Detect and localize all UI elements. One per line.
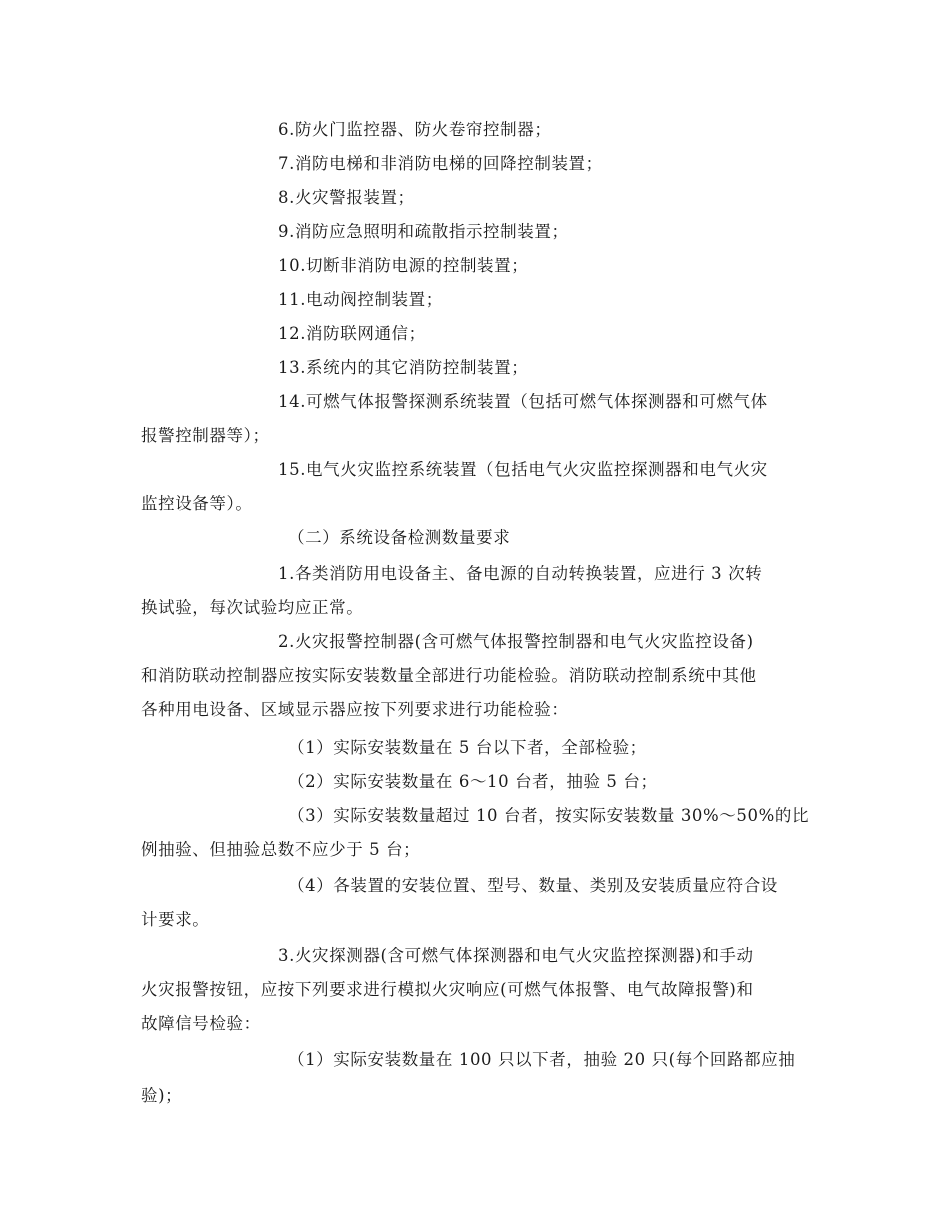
paragraph-line: 2.火灾报警控制器(含可燃气体报警控制器和电气火灾监控设备) bbox=[278, 632, 754, 651]
paragraph-line: 12.消防联网通信； bbox=[278, 324, 426, 343]
paragraph-line: 验)； bbox=[141, 1086, 183, 1105]
paragraph-line: 7.消防电梯和非消防电梯的回降控制装置； bbox=[278, 154, 603, 173]
paragraph-line: 监控设备等）。 bbox=[141, 494, 253, 513]
paragraph-line: （1）实际安装数量在 100 只以下者，抽验 20 只(每个回路都应抽 bbox=[288, 1050, 796, 1069]
paragraph-line: 8.火灾警报装置； bbox=[278, 188, 415, 207]
paragraph-line: 13.系统内的其它消防控制装置； bbox=[278, 358, 529, 377]
paragraph-line: 1.各类消防用电设备主、备电源的自动转换装置，应进行 3 次转 bbox=[278, 564, 763, 583]
paragraph-line: 和消防联动控制器应按实际安装数量全部进行功能检验。消防联动控制系统中其他 bbox=[141, 666, 757, 685]
paragraph-line: 换试验，每次试验均应正常。 bbox=[141, 598, 364, 617]
paragraph-line: 10.切断非消防电源的控制装置； bbox=[278, 256, 529, 275]
paragraph-line: 11.电动阀控制装置； bbox=[278, 290, 443, 309]
paragraph-line: 14.可燃气体报警探测系统装置（包括可燃气体探测器和可燃气体 bbox=[278, 392, 768, 411]
paragraph-line: （1）实际安装数量在 5 台以下者，全部检验； bbox=[288, 738, 647, 757]
paragraph-line: 火灾报警按钮，应按下列要求进行模拟火灾响应(可燃气体报警、电气故障报警)和 bbox=[141, 980, 754, 999]
paragraph-line: 例抽验、但抽验总数不应少于 5 台； bbox=[141, 840, 421, 859]
paragraph-line: 6.防火门监控器、防火卷帘控制器； bbox=[278, 120, 552, 139]
paragraph-line: （3）实际安装数量超过 10 台者，按实际安装数量 30%～50%的比 bbox=[288, 806, 810, 825]
section-heading: （二）系统设备检测数量要求 bbox=[288, 528, 511, 547]
paragraph-line: 各种用电设备、区域显示器应按下列要求进行功能检验： bbox=[141, 700, 569, 719]
paragraph-line: （2）实际安装数量在 6～10 台者，抽验 5 台； bbox=[288, 772, 658, 791]
paragraph-line: 故障信号检验： bbox=[141, 1014, 261, 1033]
paragraph-line: 15.电气火灾监控系统装置（包括电气火灾监控探测器和电气火灾 bbox=[278, 460, 768, 479]
paragraph-line: 9.消防应急照明和疏散指示控制装置； bbox=[278, 222, 569, 241]
paragraph-line: 计要求。 bbox=[141, 910, 210, 929]
paragraph-line: 报警控制器等）； bbox=[141, 426, 270, 445]
paragraph-line: （4）各装置的安装位置、型号、数量、类别及安装质量应符合设 bbox=[288, 876, 778, 895]
paragraph-line: 3.火灾探测器(含可燃气体探测器和电气火灾监控探测器)和手动 bbox=[278, 946, 754, 965]
